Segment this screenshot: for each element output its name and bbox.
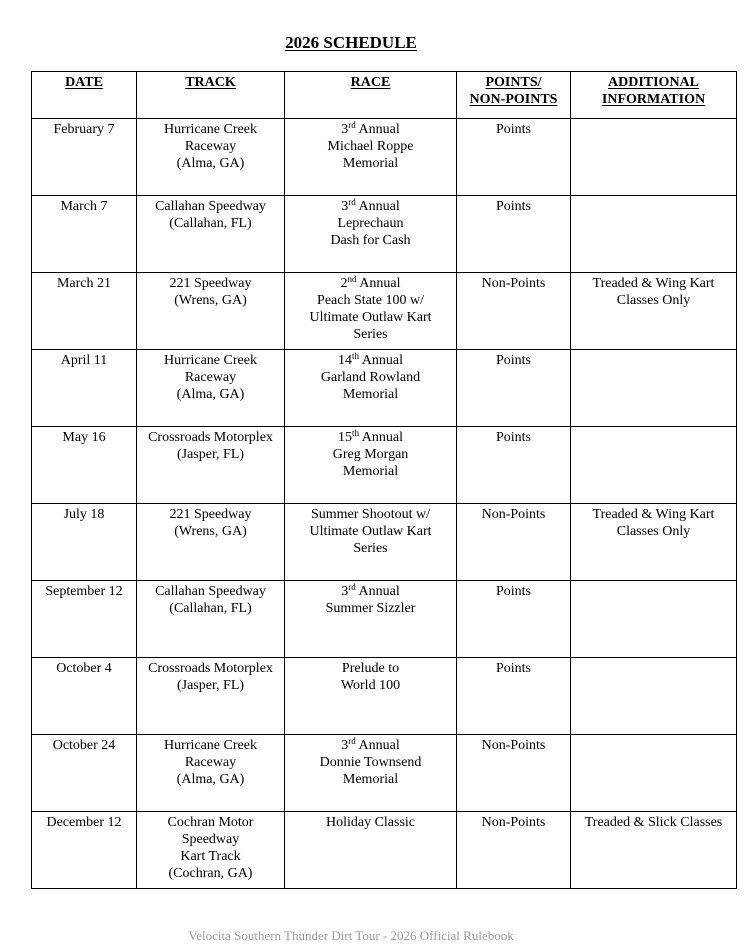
cell-track: Cochran Motor Speedway Kart Track (Cochran, GA) bbox=[137, 812, 285, 889]
cell-date: March 21 bbox=[32, 273, 137, 350]
race-edition bbox=[341, 276, 401, 291]
cell-info bbox=[571, 196, 737, 273]
cell-points: Points bbox=[457, 581, 571, 658]
cell-race bbox=[285, 196, 457, 273]
race-ordinal-suffix: nd bbox=[347, 274, 357, 284]
cell-track: Callahan Speedway (Callahan, FL) bbox=[137, 196, 285, 273]
cell-date: October 4 bbox=[32, 658, 137, 735]
schedule-table bbox=[31, 71, 737, 889]
column-header-race: RACE bbox=[285, 72, 457, 119]
cell-date: September 12 bbox=[32, 581, 137, 658]
race-ordinal-number: 2 bbox=[340, 276, 348, 291]
column-header-track: TRACK bbox=[137, 72, 285, 119]
cell-race bbox=[285, 504, 457, 581]
cell-track: Hurricane Creek Raceway (Alma, GA) bbox=[137, 119, 285, 196]
table-row bbox=[32, 581, 737, 658]
table-row bbox=[32, 658, 737, 735]
cell-info bbox=[571, 119, 737, 196]
race-edition bbox=[341, 738, 399, 753]
cell-date: March 7 bbox=[32, 196, 137, 273]
cell-date: July 18 bbox=[32, 504, 137, 581]
race-ordinal-suffix: rd bbox=[348, 736, 356, 746]
cell-info bbox=[571, 735, 737, 812]
race-ordinal-number: 3 bbox=[341, 738, 349, 753]
race-ordinal-suffix: rd bbox=[348, 120, 356, 130]
table-row bbox=[32, 350, 737, 427]
column-header-date: DATE bbox=[32, 72, 137, 119]
cell-points: Non-Points bbox=[457, 504, 571, 581]
cell-track: Hurricane Creek Raceway (Alma, GA) bbox=[137, 735, 285, 812]
race-name: Holiday Classic bbox=[325, 815, 416, 830]
cell-info: Treaded & Slick Classes bbox=[571, 812, 737, 889]
cell-race bbox=[285, 427, 457, 504]
race-ordinal-number: 3 bbox=[341, 122, 349, 137]
race-name: Donnie Townsend Memorial bbox=[319, 755, 422, 787]
table-row bbox=[32, 812, 737, 889]
cell-race bbox=[285, 350, 457, 427]
cell-track: Crossroads Motorplex (Jasper, FL) bbox=[137, 427, 285, 504]
cell-points: Non-Points bbox=[457, 735, 571, 812]
cell-info bbox=[571, 427, 737, 504]
race-ordinal-number: 3 bbox=[341, 584, 349, 599]
cell-points: Points bbox=[457, 350, 571, 427]
cell-info: Treaded & Wing Kart Classes Only bbox=[571, 504, 737, 581]
race-name: Peach State 100 w/ Ultimate Outlaw Kart Series bbox=[309, 293, 432, 342]
race-edition-label: Annual bbox=[359, 430, 403, 445]
cell-points: Non-Points bbox=[457, 273, 571, 350]
race-ordinal-suffix: rd bbox=[348, 197, 356, 207]
cell-info bbox=[571, 658, 737, 735]
race-ordinal-number: 14 bbox=[338, 353, 353, 368]
race-name: Prelude to World 100 bbox=[340, 661, 401, 693]
cell-race bbox=[285, 119, 457, 196]
cell-track: 221 Speedway (Wrens, GA) bbox=[137, 504, 285, 581]
table-header-row bbox=[32, 72, 737, 119]
race-name: Leprechaun Dash for Cash bbox=[330, 216, 411, 248]
cell-date: April 11 bbox=[32, 350, 137, 427]
table-row bbox=[32, 196, 737, 273]
page-title: 2026 SCHEDULE bbox=[285, 33, 417, 52]
cell-track: 221 Speedway (Wrens, GA) bbox=[137, 273, 285, 350]
race-edition-label: Annual bbox=[355, 584, 400, 599]
cell-race bbox=[285, 735, 457, 812]
race-edition-label: Annual bbox=[355, 122, 400, 137]
race-name: Michael Roppe Memorial bbox=[327, 139, 414, 171]
cell-points: Points bbox=[457, 658, 571, 735]
cell-race bbox=[285, 812, 457, 889]
race-edition bbox=[341, 122, 399, 137]
cell-track: Callahan Speedway (Callahan, FL) bbox=[137, 581, 285, 658]
race-ordinal-suffix: th bbox=[352, 428, 360, 438]
race-ordinal-number: 15 bbox=[338, 430, 353, 445]
cell-track: Hurricane Creek Raceway (Alma, GA) bbox=[137, 350, 285, 427]
column-header-info: ADDITIONAL INFORMATION bbox=[571, 72, 737, 119]
page-footer: Velocita Southern Thunder Dirt Tour - 2026 Official Rulebook bbox=[188, 928, 514, 943]
table-row bbox=[32, 273, 737, 350]
cell-points: Points bbox=[457, 196, 571, 273]
table-row bbox=[32, 735, 737, 812]
race-edition bbox=[341, 199, 399, 214]
race-ordinal-suffix: rd bbox=[348, 582, 356, 592]
race-name: Greg Morgan Memorial bbox=[332, 447, 409, 479]
cell-info bbox=[571, 581, 737, 658]
table-row bbox=[32, 427, 737, 504]
cell-date: February 7 bbox=[32, 119, 137, 196]
cell-race bbox=[285, 273, 457, 350]
race-edition-label: Annual bbox=[355, 738, 400, 753]
cell-points: Points bbox=[457, 427, 571, 504]
race-edition bbox=[341, 584, 399, 599]
race-ordinal-suffix: th bbox=[352, 351, 360, 361]
cell-points: Points bbox=[457, 119, 571, 196]
cell-date: October 24 bbox=[32, 735, 137, 812]
cell-info bbox=[571, 350, 737, 427]
race-ordinal-number: 3 bbox=[341, 199, 349, 214]
race-name: Garland Rowland Memorial bbox=[320, 370, 421, 402]
cell-race bbox=[285, 581, 457, 658]
race-edition-label: Annual bbox=[355, 199, 400, 214]
cell-info: Treaded & Wing Kart Classes Only bbox=[571, 273, 737, 350]
table-row bbox=[32, 119, 737, 196]
race-edition bbox=[338, 430, 403, 445]
race-name: Summer Sizzler bbox=[325, 601, 416, 616]
cell-date: May 16 bbox=[32, 427, 137, 504]
race-edition-label: Annual bbox=[359, 353, 403, 368]
race-edition bbox=[338, 353, 403, 368]
cell-track: Crossroads Motorplex (Jasper, FL) bbox=[137, 658, 285, 735]
table-row bbox=[32, 504, 737, 581]
race-edition-label: Annual bbox=[356, 276, 401, 291]
race-name: Summer Shootout w/ Ultimate Outlaw Kart Series bbox=[309, 507, 432, 556]
cell-date: December 12 bbox=[32, 812, 137, 889]
cell-points: Non-Points bbox=[457, 812, 571, 889]
cell-race bbox=[285, 658, 457, 735]
column-header-points: POINTS/ NON-POINTS bbox=[457, 72, 571, 119]
